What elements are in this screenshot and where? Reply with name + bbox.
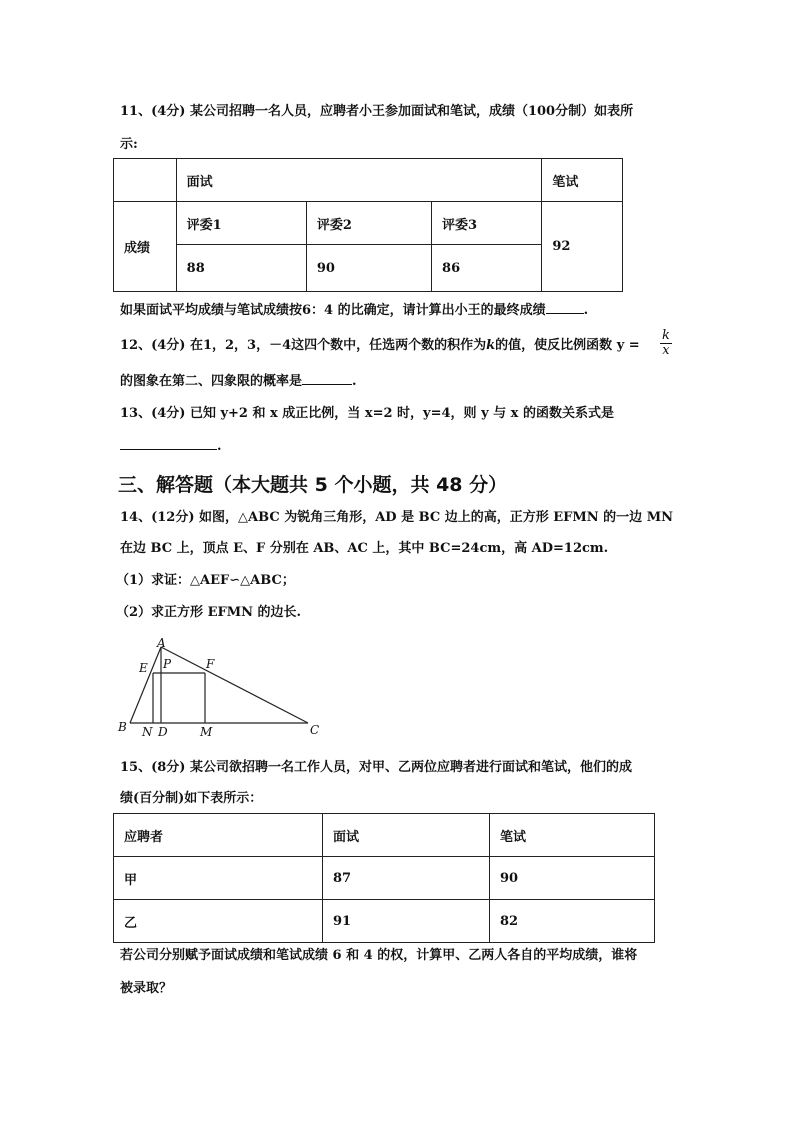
q11-after-end: . (583, 303, 589, 318)
q15-row2-written: 82 (490, 900, 655, 943)
q15-row2-interview: 91 (323, 900, 490, 943)
q14-part1: （1）求证：△AEF∽△ABC； (116, 573, 295, 588)
q11-text-line1: 11、(4分) 某公司招聘一名人员，应聘者小王参加面试和笔试，成绩（100分制）如表所 (120, 104, 634, 119)
q12-fraction-numerator: k (662, 328, 670, 343)
q15-row1-name: 甲 (114, 857, 323, 900)
q15-text-line2: 绩(百分制)如下表所示： (120, 791, 263, 806)
q15-row1-written: 90 (490, 857, 655, 900)
q11-judge2: 评委2 (306, 202, 431, 245)
label-M: M (200, 725, 213, 739)
q15-row1-interview: 87 (323, 857, 490, 900)
q15-header-interview: 面试 (323, 814, 490, 857)
q13-text-line2 (120, 438, 674, 456)
q15-row2-name: 乙 (114, 900, 323, 943)
q12-fraction-denominator: x (662, 343, 670, 358)
q15-score-table (113, 813, 655, 943)
q14-part2: （2）求正方形 EFMN 的边长. (116, 605, 302, 620)
q11-after-text (120, 302, 674, 320)
q11-answer-blank (546, 313, 584, 314)
side-AB (130, 647, 161, 723)
table-row (114, 900, 655, 943)
q14-triangle-figure (115, 636, 325, 742)
q11-score-table (113, 158, 623, 292)
q11-row-label: 成绩 (114, 202, 177, 292)
q11-score3: 86 (432, 245, 542, 292)
q11-header-written: 笔试 (542, 159, 623, 202)
q11-judge1: 评委1 (176, 202, 306, 245)
q12-k-symbol: k (486, 338, 496, 353)
label-D: D (158, 725, 168, 739)
q12-fraction-k-over-x (660, 329, 672, 358)
label-B: B (118, 720, 127, 734)
q13-answer-blank (120, 449, 217, 450)
q12-text-line1 (120, 337, 674, 355)
q15-after-line2: 被录取？ (120, 981, 173, 996)
side-AC (161, 647, 308, 723)
q15-after-line1: 若公司分别赋予面试成绩和笔试成绩 6 和 4 的权，计算甲、乙两人各自的平均成绩，谁将 (120, 948, 638, 963)
label-A: A (157, 636, 166, 650)
q11-written-score: 92 (542, 202, 623, 292)
section3-heading: 三、解答题（本大题共 5 个小题，共 48 分） (118, 474, 508, 496)
q12-line1-mid: 的值，使反比例函数 y = (495, 338, 640, 353)
label-N: N (142, 725, 153, 739)
label-F: F (206, 657, 215, 671)
q11-score1: 88 (176, 245, 306, 292)
q11-header-interview: 面试 (176, 159, 542, 202)
label-P: P (163, 657, 172, 671)
q11-text-line2: 示: (120, 137, 138, 152)
q12-text-line2 (120, 373, 674, 391)
q13-line2-end: . (217, 439, 222, 454)
q14-text-line1: 14、(12分) 如图，△ABC 为锐角三角形，AD 是 BC 边上的高，正方形 EFMN 的一边 MN (120, 510, 673, 525)
q11-judge3: 评委3 (432, 202, 542, 245)
q15-header-applicant: 应聘者 (114, 814, 323, 857)
label-C: C (310, 723, 320, 737)
q11-table-corner (114, 159, 177, 202)
q12-line1-pre: 12、(4分) 在1，2，3，－4这四个数中，任选两个数的积作为 (120, 338, 487, 353)
q14-text-line2: 在边 BC 上，顶点 E、F 分别在 AB、AC 上，其中 BC=24cm，高 AD=12cm. (120, 541, 609, 556)
label-E: E (139, 661, 148, 675)
q15-text-line1: 15、(8分) 某公司欲招聘一名工作人员，对甲、乙两位应聘者进行面试和笔试，他们的成 (120, 760, 632, 775)
q11-after-sentence: 如果面试平均成绩与笔试成绩按6：4 的比确定，请计算出小王的最终成绩 (120, 303, 546, 318)
q12-line2-end: . (352, 374, 357, 389)
q11-score2: 90 (306, 245, 431, 292)
q12-answer-blank (302, 384, 352, 385)
table-row (114, 857, 655, 900)
q15-header-written: 笔试 (490, 814, 655, 857)
q13-text-line1: 13、(4分) 已知 y+2 和 x 成正比例，当 x=2 时，y=4，则 y 与 x 的函数关系式是 (120, 406, 614, 421)
q12-line2-sentence: 的图象在第二、四象限的概率是 (120, 374, 303, 389)
